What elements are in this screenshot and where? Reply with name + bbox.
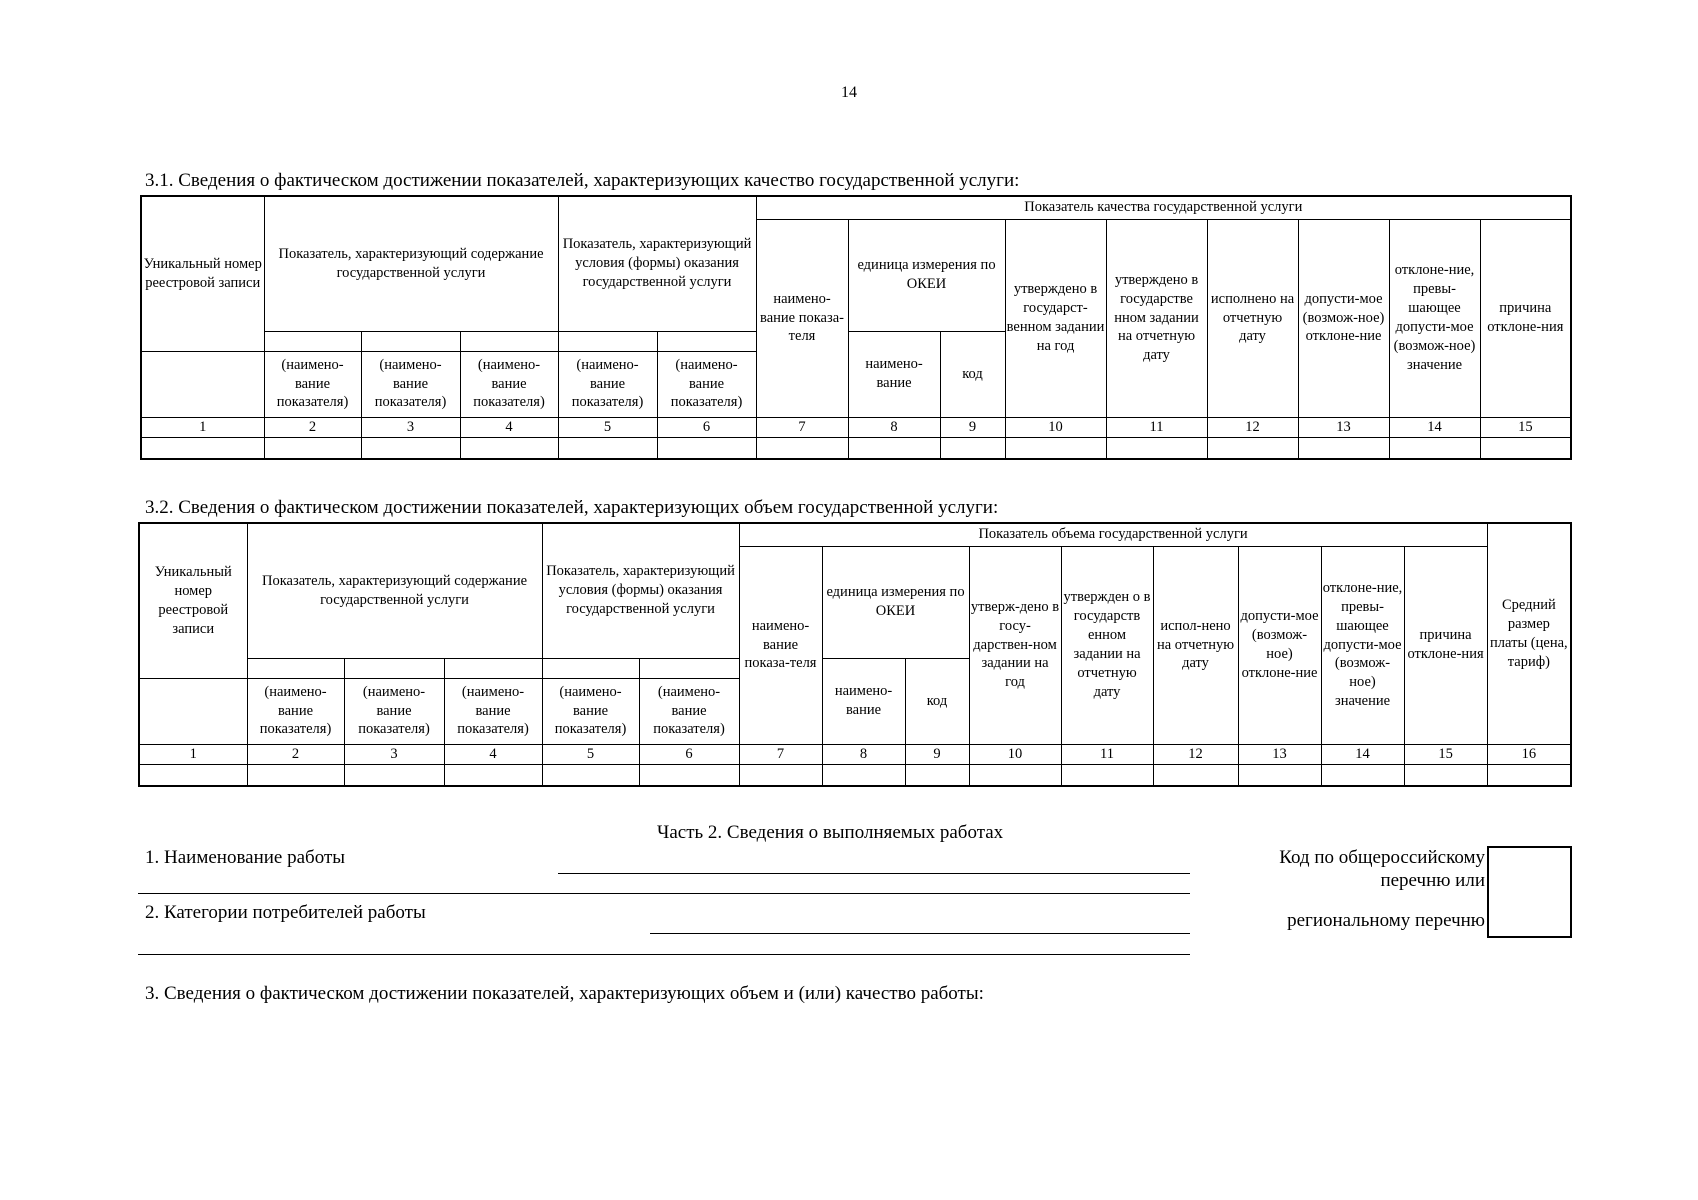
header-indicator-name: наимено-вание показа-теля [756, 219, 848, 417]
sub-indicator-name: (наимено-вание показателя) [460, 351, 558, 417]
data-cell[interactable] [1321, 764, 1404, 786]
data-cell[interactable] [940, 437, 1005, 459]
column-number: 13 [1298, 417, 1389, 437]
blank-cell [141, 351, 264, 417]
data-cell[interactable] [1389, 437, 1480, 459]
column-number: 14 [1389, 417, 1480, 437]
header-unique-number: Уникальный номер реестровой записи [141, 196, 264, 351]
data-cell[interactable] [558, 437, 657, 459]
column-number: 7 [756, 417, 848, 437]
work-name-field[interactable] [558, 873, 1190, 874]
column-number: 3 [361, 417, 460, 437]
sub-indicator-name: (наимено-вание показателя) [361, 351, 460, 417]
data-cell[interactable] [1153, 764, 1238, 786]
data-cell[interactable] [657, 437, 756, 459]
consumers-field-line2[interactable] [138, 954, 1190, 955]
quality-indicators-table [140, 195, 1572, 460]
blank-cell [247, 658, 344, 678]
volume-indicators-table [138, 522, 1572, 787]
header-content-indicator: Показатель, характеризующий содержание государственной услуги [247, 523, 542, 658]
data-cell[interactable] [1298, 437, 1389, 459]
header-unique-number: Уникальный номер реестровой записи [139, 523, 247, 678]
column-number: 16 [1487, 744, 1571, 764]
blank-cell [139, 678, 247, 744]
header-volume-indicator: Показатель объема государственной услуги [739, 523, 1487, 546]
data-cell[interactable] [822, 764, 905, 786]
header-deviation-reason: причина отклоне-ния [1480, 219, 1571, 417]
data-cell[interactable] [756, 437, 848, 459]
column-number: 1 [139, 744, 247, 764]
data-cell[interactable] [1207, 437, 1298, 459]
data-cell[interactable] [969, 764, 1061, 786]
code-label-line3: региональному перечню [1287, 910, 1485, 931]
code-label-line1: Код по общероссийскому [1279, 847, 1485, 868]
header-indicator-name: наимено-вание показа-теля [739, 546, 822, 744]
column-number: 11 [1106, 417, 1207, 437]
column-number: 12 [1207, 417, 1298, 437]
column-number: 15 [1404, 744, 1487, 764]
header-approved-year: утверждено в государст-венном задании на год [1005, 219, 1106, 417]
column-number: 9 [940, 417, 1005, 437]
header-allowed-deviation: допусти-мое (возмож-ное) отклоне-ние [1238, 546, 1321, 744]
column-number: 5 [558, 417, 657, 437]
column-number: 10 [969, 744, 1061, 764]
header-unit-okei: единица измерения по ОКЕИ [822, 546, 969, 658]
header-exceeding-deviation: отклоне-ние, превы-шающее допусти-мое (возмож-ное) значение [1389, 219, 1480, 417]
sub-indicator-name: (наимено-вание показателя) [639, 678, 739, 744]
column-number: 6 [657, 417, 756, 437]
header-unit-okei: единица измерения по ОКЕИ [848, 219, 1005, 331]
column-number: 8 [822, 744, 905, 764]
work-name-field-line2[interactable] [138, 893, 1190, 894]
column-number: 9 [905, 744, 969, 764]
sub-indicator-name: (наимено-вание показателя) [542, 678, 639, 744]
header-allowed-deviation: допусти-мое (возмож-ное) отклоне-ние [1298, 219, 1389, 417]
data-cell[interactable] [1404, 764, 1487, 786]
data-cell[interactable] [1061, 764, 1153, 786]
blank-cell [361, 331, 460, 351]
header-conditions-indicator: Показатель, характеризующий условия (формы) оказания государственной услуги [558, 196, 756, 331]
data-cell[interactable] [1106, 437, 1207, 459]
section-3-1-title: 3.1. Сведения о фактическом достижении показателей, характеризующих качество государственной услуги: [145, 170, 1020, 191]
blank-cell [657, 331, 756, 351]
column-number: 2 [247, 744, 344, 764]
data-cell[interactable] [1005, 437, 1106, 459]
column-number: 10 [1005, 417, 1106, 437]
header-approved-year: утверж-дено в госу-дарствен-ном задании на год [969, 546, 1061, 744]
blank-cell [460, 331, 558, 351]
header-deviation-reason: причина отклоне-ния [1404, 546, 1487, 744]
column-number: 7 [739, 744, 822, 764]
sub-indicator-name: (наимено-вание показателя) [444, 678, 542, 744]
column-number: 8 [848, 417, 940, 437]
sub-indicator-name: (наимено-вание показателя) [264, 351, 361, 417]
column-number: 11 [1061, 744, 1153, 764]
data-cell[interactable] [848, 437, 940, 459]
data-cell[interactable] [247, 764, 344, 786]
consumers-field[interactable] [650, 933, 1190, 934]
column-number: 3 [344, 744, 444, 764]
sub-indicator-name: (наимено-вание показателя) [247, 678, 344, 744]
data-cell[interactable] [542, 764, 639, 786]
data-cell[interactable] [905, 764, 969, 786]
header-conditions-indicator: Показатель, характеризующий условия (формы) оказания государственной услуги [542, 523, 739, 658]
data-cell[interactable] [141, 437, 264, 459]
code-box[interactable] [1487, 846, 1572, 938]
blank-cell [558, 331, 657, 351]
header-unit-code: код [940, 331, 1005, 417]
section-3-title: 3. Сведения о фактическом достижении показателей, характеризующих объем и (или) качество работы: [145, 983, 984, 1004]
code-label-line2: перечню или [1380, 869, 1485, 891]
data-cell[interactable] [460, 437, 558, 459]
column-number: 2 [264, 417, 361, 437]
column-number: 4 [444, 744, 542, 764]
header-approved-date: утверждено в государстве нном задании на отчетную дату [1106, 219, 1207, 417]
column-number: 6 [639, 744, 739, 764]
column-number: 1 [141, 417, 264, 437]
column-number: 5 [542, 744, 639, 764]
code-label [1200, 847, 1485, 893]
header-unit-name: наимено-вание [822, 658, 905, 744]
data-cell[interactable] [264, 437, 361, 459]
column-number: 4 [460, 417, 558, 437]
data-cell[interactable] [639, 764, 739, 786]
blank-cell [639, 658, 739, 678]
blank-cell [264, 331, 361, 351]
header-unit-name: наимено-вание [848, 331, 940, 417]
data-cell[interactable] [1487, 764, 1571, 786]
column-number: 15 [1480, 417, 1571, 437]
column-number: 13 [1238, 744, 1321, 764]
header-quality-indicator: Показатель качества государственной услуги [756, 196, 1571, 219]
blank-cell [444, 658, 542, 678]
sub-indicator-name: (наимено-вание показателя) [657, 351, 756, 417]
header-approved-date: утвержден о в государств енном задании на отчетную дату [1061, 546, 1153, 744]
column-number: 12 [1153, 744, 1238, 764]
data-cell[interactable] [139, 764, 247, 786]
data-cell[interactable] [1480, 437, 1571, 459]
data-cell[interactable] [739, 764, 822, 786]
data-cell[interactable] [361, 437, 460, 459]
header-unit-code: код [905, 658, 969, 744]
column-number: 14 [1321, 744, 1404, 764]
blank-cell [344, 658, 444, 678]
page-number: 14 [841, 84, 857, 101]
sub-indicator-name: (наимено-вание показателя) [558, 351, 657, 417]
data-cell[interactable] [444, 764, 542, 786]
blank-cell [542, 658, 639, 678]
header-executed: испол-нено на отчетную дату [1153, 546, 1238, 744]
consumers-label: 2. Категории потребителей работы [145, 902, 426, 923]
header-average-fee: Средний размер платы (цена, тариф) [1487, 523, 1571, 744]
data-cell[interactable] [1238, 764, 1321, 786]
header-content-indicator: Показатель, характеризующий содержание государственной услуги [264, 196, 558, 331]
header-executed: исполнено на отчетную дату [1207, 219, 1298, 417]
data-cell[interactable] [344, 764, 444, 786]
section-3-2-title: 3.2. Сведения о фактическом достижении показателей, характеризующих объем государственной услуги: [145, 497, 999, 518]
header-exceeding-deviation: отклоне-ние, превы-шающее допусти-мое (возмож-ное) значение [1321, 546, 1404, 744]
work-name-label: 1. Наименование работы [145, 847, 346, 868]
sub-indicator-name: (наимено-вание показателя) [344, 678, 444, 744]
part2-title: Часть 2. Сведения о выполняемых работах [657, 822, 1004, 843]
